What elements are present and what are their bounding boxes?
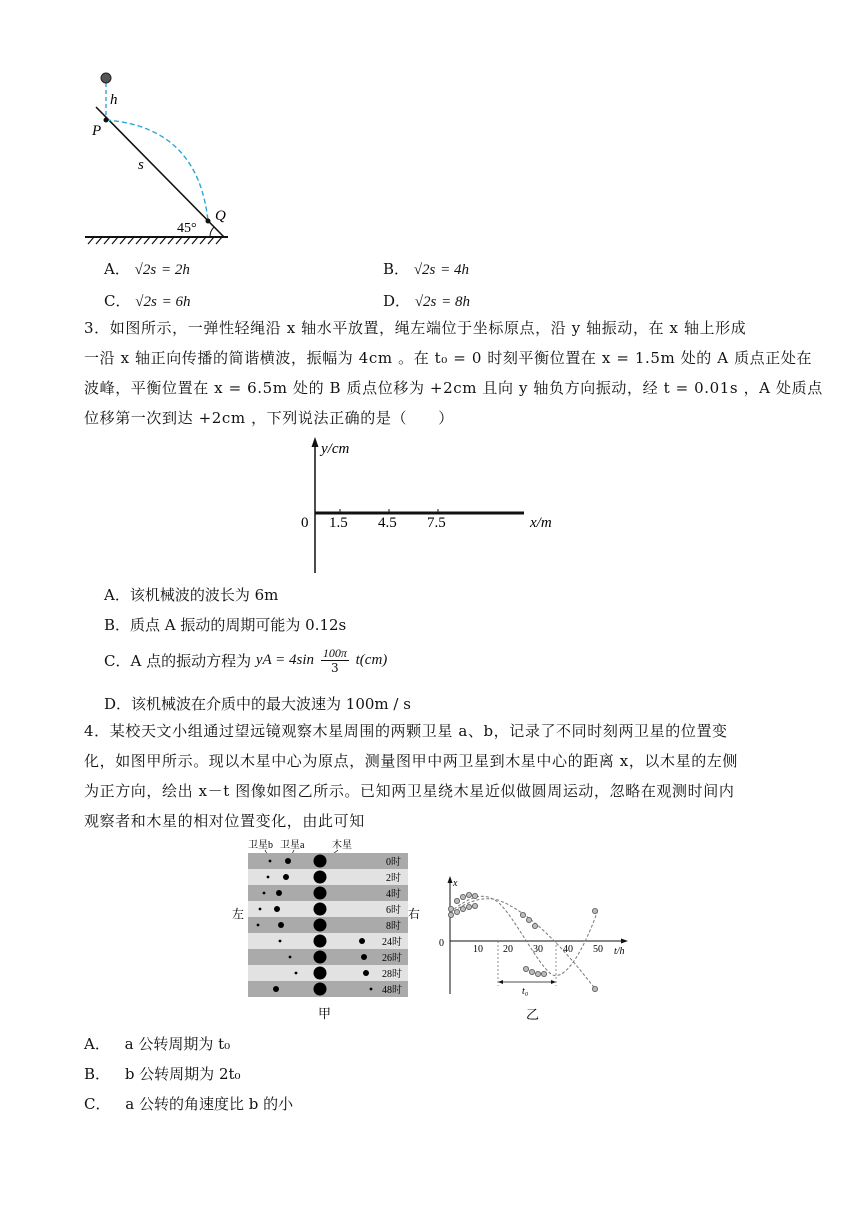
point-Q-dot (206, 219, 211, 224)
svg-text:10: 10 (473, 944, 483, 955)
yi-x-label: t/h (614, 946, 625, 957)
q4-line-2: 化，如图甲所示。现以木星中心为原点，测量图甲中两卫星到木星中心的距离 x，以木星的左侧 (84, 752, 739, 770)
q4-line-4: 观察者和木星的相对位置变化，由此可知 (84, 812, 365, 830)
svg-text:28时: 28时 (382, 969, 402, 980)
equation-lhs: yA = 4sin (255, 652, 315, 668)
header-jupiter: 木星 (332, 840, 352, 851)
q4-line-1: 4．某校天文小组通过望远镜观察木星周围的两颗卫星 a、b，记录了不同时刻两卫星的位置变 (84, 722, 728, 740)
curve-a-dashed (450, 896, 598, 975)
q4-option-c[interactable]: C． a 公转的角速度比 b 的小 (84, 1095, 294, 1113)
figure-jia (228, 834, 428, 1024)
svg-text:0时: 0时 (386, 857, 401, 868)
yi-y-label: x (453, 878, 458, 889)
svg-text:40: 40 (563, 944, 573, 955)
angle-arc (210, 227, 214, 237)
incline-figure (80, 65, 240, 250)
q4-option-a[interactable]: A． a 公转周期为 t₀ (84, 1035, 231, 1053)
ground-hatching (85, 237, 228, 244)
yi-data-points (448, 892, 597, 991)
svg-text:6时: 6时 (386, 905, 401, 916)
q2-option-d[interactable]: D． √2s = 8h (383, 292, 471, 310)
svg-text:26时: 26时 (382, 953, 402, 964)
caption-yi: 乙 (526, 1007, 540, 1022)
q3-option-b[interactable]: B．质点 A 振动的周期可能为 0.12s (104, 616, 347, 634)
origin-label: 0 (301, 515, 309, 531)
svg-text:30: 30 (533, 944, 543, 955)
q2-option-a[interactable]: A． √2s = 2h (104, 260, 190, 278)
jupiter-disks (314, 855, 327, 996)
header-satellite-a: 卫星a (280, 840, 305, 851)
q4-line-3: 为正方向，绘出 x－t 图像如图乙所示。已知两卫星绕木星近似做圆周运动，忽略在观测时间内 (84, 782, 735, 800)
q4-option-b[interactable]: B． b 公转周期为 2t₀ (84, 1065, 241, 1083)
q3-option-a[interactable]: A．该机械波的波长为 6m (104, 586, 279, 604)
q2-option-c[interactable]: C． √2s = 6h (104, 292, 191, 310)
point-P-dot (104, 118, 109, 123)
label-h: h (110, 92, 118, 108)
y-axis-label: y/cm (321, 441, 350, 457)
tick-label-7.5: 7.5 (427, 515, 446, 531)
label-right: 右 (408, 907, 421, 921)
q3-line-1: 3．如图所示，一弹性轻绳沿 x 轴水平放置，绳左端位于坐标原点，沿 y 轴振动，在 x 轴上形成 (84, 319, 747, 337)
caption-jia: 甲 (318, 1006, 332, 1021)
figure-yi (436, 874, 636, 1024)
q3-line-3: 波峰，平衡位置在 x = 6.5m 处的 B 质点位移为 +2cm 且向 y 轴负方向振动，经 t = 0.01s ，A 处质点 (84, 379, 823, 397)
q3-stem (84, 313, 823, 433)
y-axis-arrow (312, 437, 319, 447)
q3-option-c[interactable]: C．A 点的振动方程为 yA = 4sin $\frac{100\pi}{3}$ t(cm) (104, 646, 388, 675)
label-Q: Q (215, 208, 226, 224)
label-angle: 45° (177, 221, 197, 236)
svg-text:2时: 2时 (386, 873, 401, 884)
yi-origin: 0 (439, 938, 444, 949)
q3-line-4: 位移第一次到达 +2cm ，下列说法正确的是（ ） (84, 409, 454, 427)
svg-text:4时: 4时 (386, 889, 401, 900)
q2-option-b[interactable]: B． √2s = 4h (383, 260, 470, 278)
label-s: s (138, 157, 144, 173)
q4-stem (84, 716, 784, 836)
ball-icon (101, 73, 111, 83)
q3-option-d[interactable]: D．该机械波在介质中的最大波速为 100m / s (104, 695, 411, 713)
q3-line-2: 一沿 x 轴正向传播的简谐横波，振幅为 4cm 。在 t₀ = 0 时刻平衡位置在 x = 1.5m 处的 A 质点正处在 (84, 349, 813, 367)
q3-wave-axes (296, 435, 566, 575)
label-left: 左 (232, 907, 245, 921)
label-P: P (92, 123, 102, 139)
svg-text:24时: 24时 (382, 937, 402, 948)
svg-text:8时: 8时 (386, 921, 401, 932)
tick-label-1.5: 1.5 (329, 515, 348, 531)
x-axis-label: x/m (530, 515, 552, 531)
svg-text:48时: 48时 (382, 985, 402, 996)
svg-text:50: 50 (593, 944, 603, 955)
tick-label-4.5: 4.5 (378, 515, 397, 531)
equation-fraction: $\frac{100\pi}{3}$ (322, 646, 347, 675)
t0-label: t₀ (522, 986, 529, 997)
svg-text:20: 20 (503, 944, 513, 955)
incline-line (96, 107, 224, 237)
header-satellite-b: 卫星b (248, 840, 273, 851)
equation-tail: t(cm) (355, 652, 388, 668)
